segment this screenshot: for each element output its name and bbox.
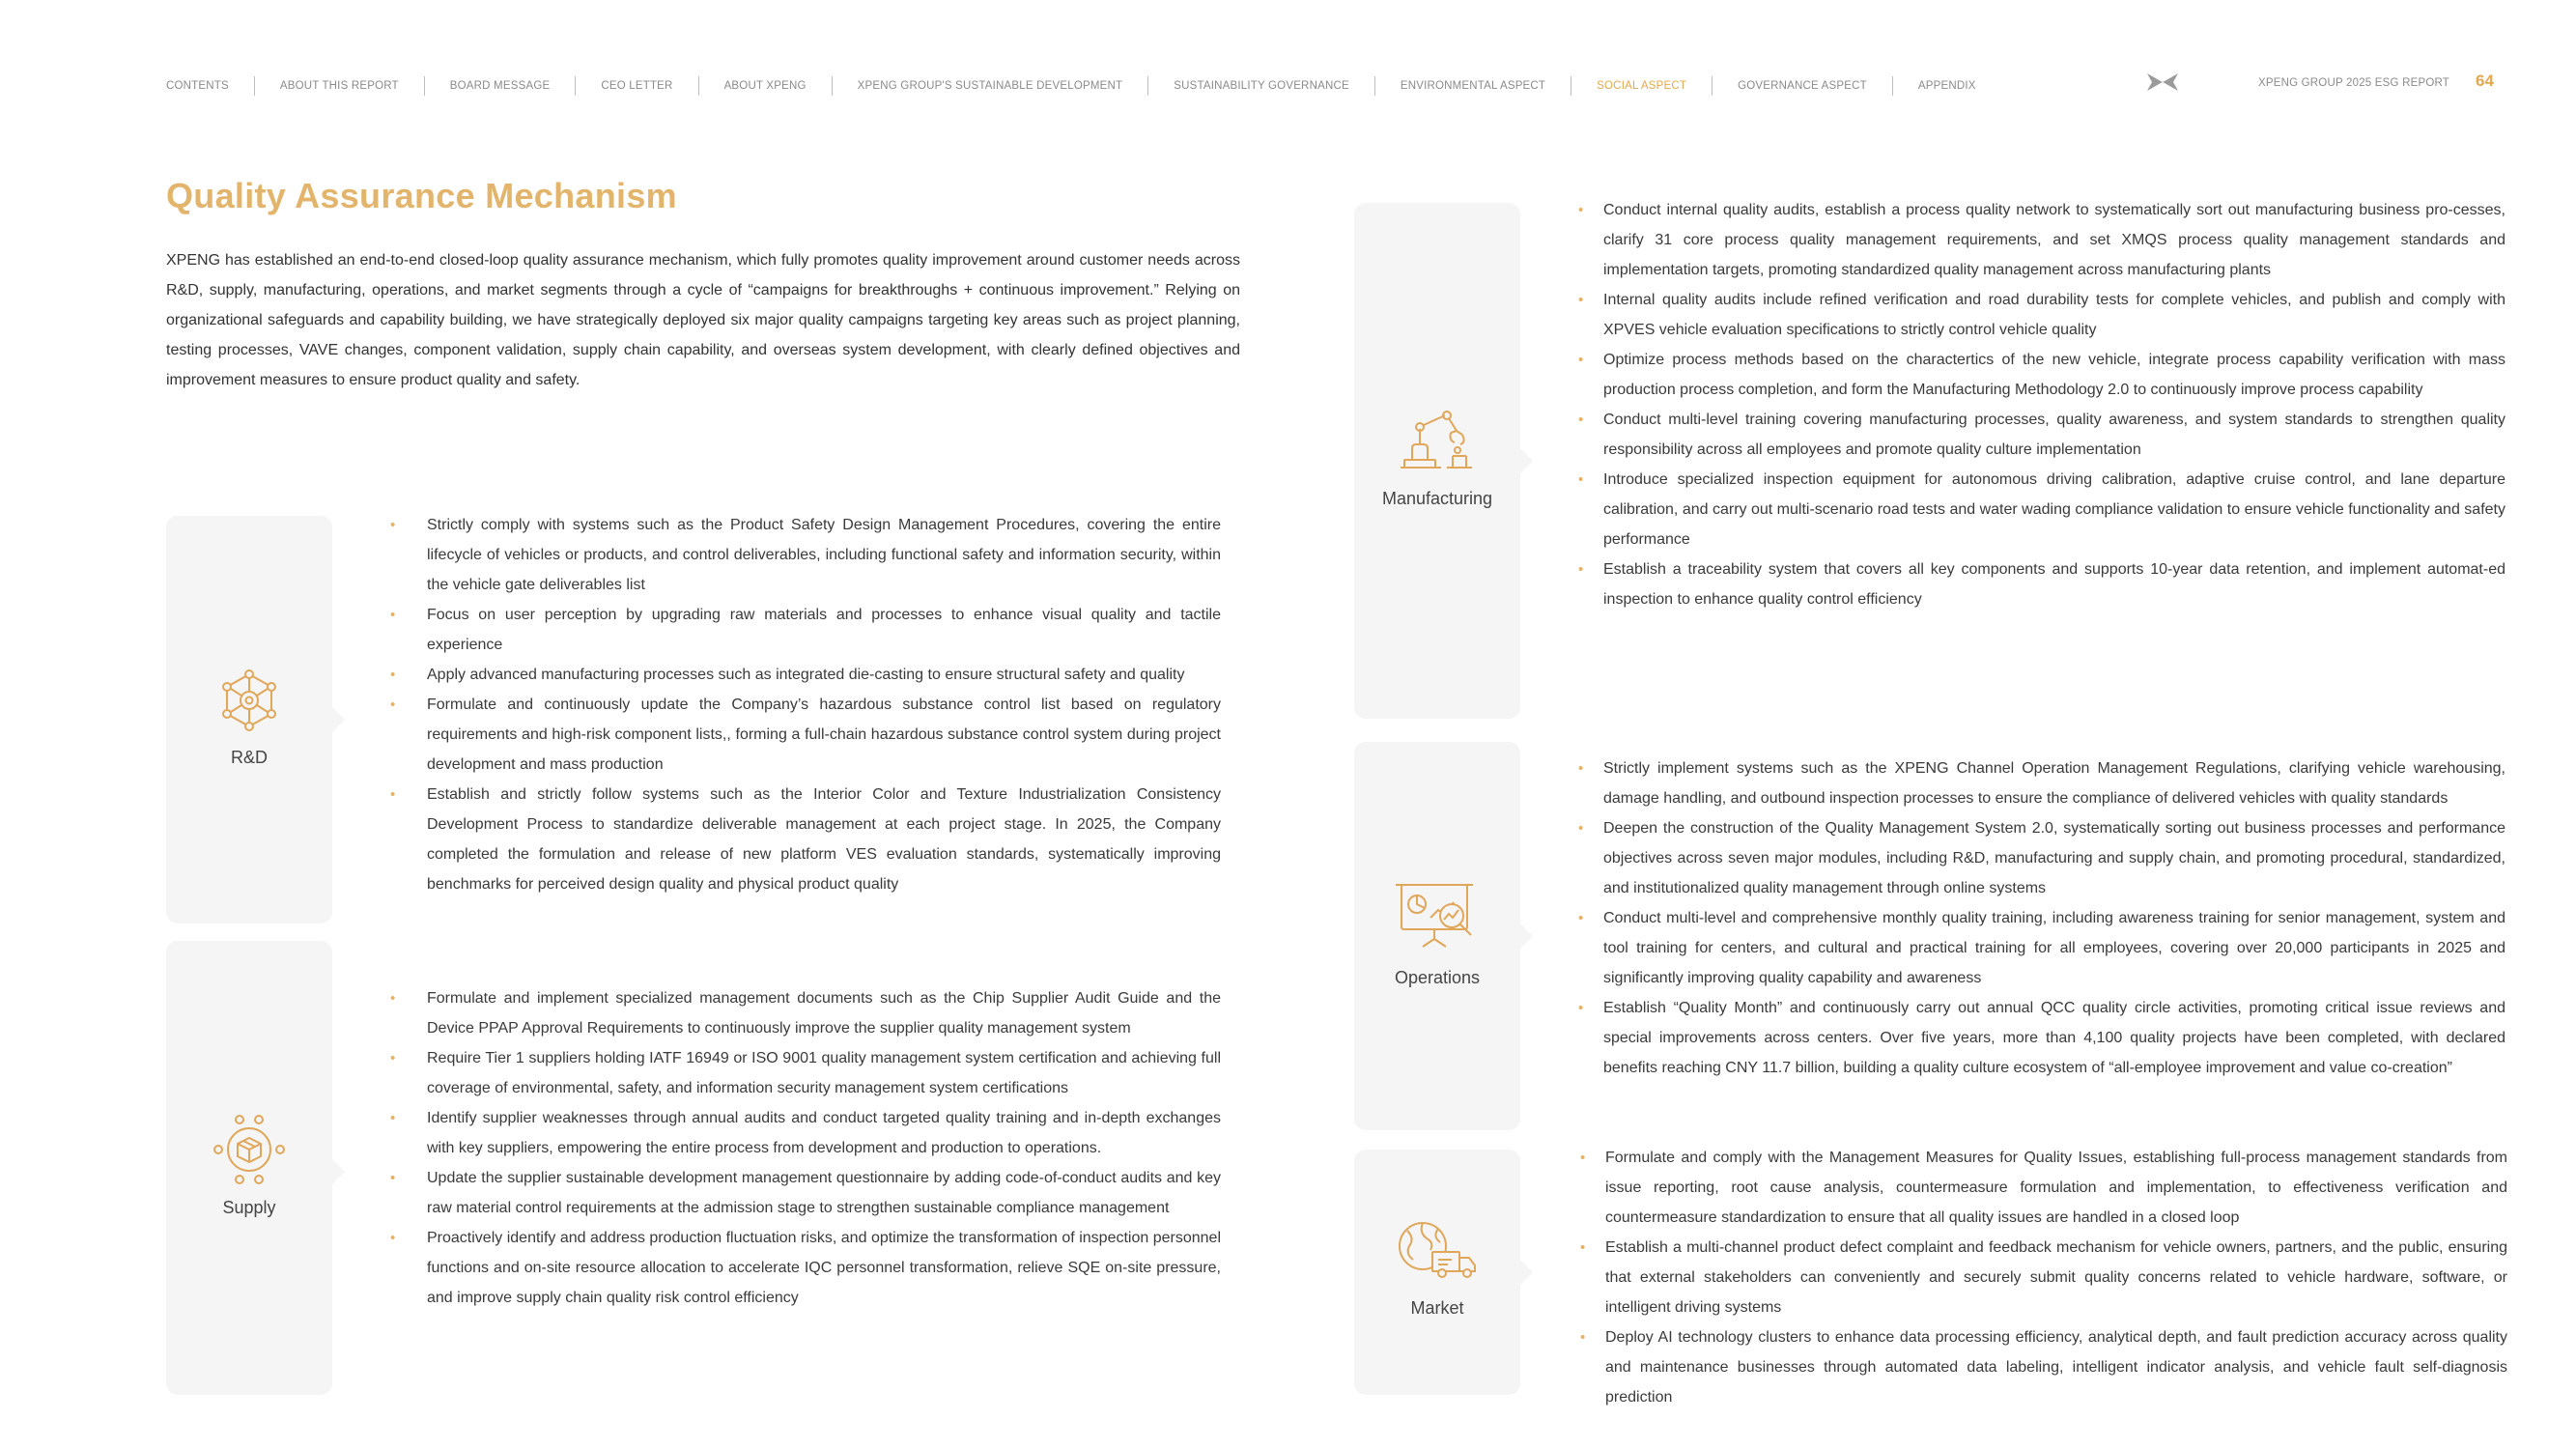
intro-paragraph: XPENG has established an end-to-end closed-loop quality assurance mechanism, which fully promotes quality improvement around customer needs across R&D, supply, manufacturing, operations, and market segments through a cycle of “campaigns for breakthroughs + continuous improvement.” Relying on organizational safeguards and capability building, we have strategically deployed six major quality campaigns targeting key areas such as project planning, testing processes, VAVE changes, component validation, supply chain capability, and overseas system development, with clearly defined objectives and improvement measures to ensure product quality and safety. (166, 252, 1240, 388)
supply-network-icon (211, 1111, 288, 1188)
nav-item-social-aspect[interactable]: SOCIAL ASPECT (1571, 76, 1712, 96)
list-item: • Establish and strictly follow systems such as the Interior Color and Texture Industrialization Consistency Development Process to standardize deliverable management at each project stage. In 2025, the Company completed the formulation and release of new platform VES evaluation standards, systematically improving benchmarks for perceived design quality and physical product quality (390, 780, 1221, 899)
list-item: • Formulate and implement specialized management documents such as the Chip Supplier Audit Guide and the Device PPAP Approval Requirements to continuously improve the supplier quality management system (390, 983, 1221, 1043)
nav-item-about-this-report[interactable]: ABOUT THIS REPORT (254, 76, 424, 96)
manufacturing-card (1354, 203, 1520, 719)
nav-item-about-xpeng[interactable]: ABOUT XPENG (698, 76, 832, 96)
list-item: • Introduce specialized inspection equipment for autonomous driving calibration, adaptive cruise control, and lane departure calibration, and carry out multi-scenario road tests and water wading compliance validation to ensure vehicle functionality and safety performance (1578, 465, 2505, 554)
list-item: • Establish a multi-channel product defect complaint and feedback mechanism for vehicle owners, partners, and the public, ensuring that external stakeholders can conveniently and securely submit quality concerns related to vehicle hardware, software, or intelligent driving systems (1580, 1233, 2507, 1322)
operations-bullet-list (1578, 753, 2505, 1083)
nav-item-ceo-letter[interactable]: CEO LETTER (575, 76, 697, 96)
nav-item-sustainable-development[interactable]: XPENG GROUP'S SUSTAINABLE DEVELOPMENT (832, 76, 1148, 96)
list-item: • Focus on user perception by upgrading raw materials and processes to enhance visual quality and tactile experience (390, 600, 1221, 660)
list-item: • Proactively identify and address production fluctuation risks, and optimize the transformation of inspection personnel functions and on-site resource allocation to accelerate IQC personnel transformation, relieve SQE on-site pressure, and improve supply chain quality risk control efficiency (390, 1223, 1221, 1313)
supply-label: Supply (222, 1198, 276, 1217)
network-gear-icon (215, 667, 283, 734)
global-delivery-truck-icon (1394, 1217, 1481, 1285)
list-item: • Formulate and comply with the Management Measures for Quality Issues, establishing full-process management standards from issue reporting, root cause analysis, countermeasure formulation and implementation, to effectiveness verification and countermeasure standardization to ensure that all quality issues are handled in a closed loop (1580, 1143, 2507, 1233)
nav-item-appendix[interactable]: APPENDIX (1892, 76, 2001, 96)
list-item: • Require Tier 1 suppliers holding IATF 16949 or ISO 9001 quality management system certification and achieving full coverage of environmental, safety, and information security management system certifications (390, 1043, 1221, 1103)
nav-item-board-message[interactable]: BOARD MESSAGE (424, 76, 576, 96)
top-nav (166, 75, 2001, 97)
list-item: • Establish “Quality Month” and continuously carry out annual QCC quality circle activities, promoting critical issue reviews and special improvements across centers. Over five years, more than 4,100 quality projects have been completed, with declared benefits reaching CNY 11.7 billion, building a quality culture ecosystem of “all-employee improvement and value co-creation” (1578, 993, 2505, 1083)
list-item: • Conduct multi-level and comprehensive monthly quality training, including awareness training for senior management, system and tool training for centers, and cultural and practical training for all employees, covering over 20,000 participants in 2025 and significantly improving quality capability and awareness (1578, 903, 2505, 993)
rd-card (166, 516, 332, 923)
market-bullet-list (1580, 1143, 2507, 1412)
rd-label: R&D (230, 748, 268, 767)
list-item: • Conduct internal quality audits, establish a process quality network to systematically sort out manufacturing business pro-cesses, clarify 31 core process quality management requirements, and set XMQS process quality management standards and implementation targets, promoting standardized quality management across manufacturing plants (1578, 195, 2505, 285)
market-label: Market (1410, 1298, 1464, 1318)
list-item: • Strictly implement systems such as the XPENG Channel Operation Management Regulations, clarifying vehicle warehousing, damage handling, and outbound inspection processes to ensure the compliance of delivered vehicles with quality standards (1578, 753, 2505, 813)
list-item: • Optimize process methods based on the charactertics of the new vehicle, integrate process capability verification with mass production process completion, and form the Manufacturing Methodology 2.0 to continuously improve process capability (1578, 345, 2505, 405)
list-item: • Deepen the construction of the Quality Management System 2.0, systematically sorting out business processes and performance objectives across seven major modules, including R&D, manufacturing and supply chain, and promoting procedural, standardized, and institutionalized quality management through online systems (1578, 813, 2505, 903)
market-card (1354, 1150, 1520, 1395)
manufacturing-label: Manufacturing (1381, 489, 1493, 508)
list-item: • Identify supplier weaknesses through annual audits and conduct targeted quality training and in-depth exchanges with key suppliers, empowering the entire process from development and production to operations. (390, 1103, 1221, 1163)
list-item: • Update the supplier sustainable development management questionnaire by adding code-of-conduct audits and key raw material control requirements at the admission stage to strengthen sustainable compliance management (390, 1163, 1221, 1223)
list-item: • Strictly comply with systems such as the Product Safety Design Management Procedures, covering the entire lifecycle of vehicles or products, and control deliverables, including functional safety and information security, within the vehicle gate deliverables list (390, 510, 1221, 600)
operations-card (1354, 742, 1520, 1130)
report-name: XPENG GROUP 2025 ESG REPORT (2258, 77, 2449, 89)
list-item: • Establish a traceability system that covers all key components and supports 10-year data retention, and implement automat-ed inspection to enhance quality control efficiency (1578, 554, 2505, 614)
operations-label: Operations (1394, 968, 1481, 987)
list-item: • Apply advanced manufacturing processes such as integrated die-casting to ensure structural safety and quality (390, 660, 1221, 690)
nav-item-governance-aspect[interactable]: GOVERNANCE ASPECT (1712, 76, 1892, 96)
list-item: • Formulate and continuously update the Company’s hazardous substance control list based on regulatory requirements and high-risk component lists,, forming a full-chain hazardous substance control system during project development and mass production (390, 690, 1221, 780)
supply-bullet-list (390, 983, 1221, 1313)
rd-bullet-list (390, 510, 1221, 899)
page-number: 64 (2476, 71, 2494, 90)
robot-arm-icon (1399, 406, 1476, 473)
list-item: • Internal quality audits include refined verification and road durability tests for complete vehicles, and publish and comply with XPVES vehicle evaluation specifications to strictly control vehicle quality (1578, 285, 2505, 345)
nav-item-sustainability-governance[interactable]: SUSTAINABILITY GOVERNANCE (1147, 76, 1374, 96)
presentation-analysis-icon (1394, 879, 1481, 951)
supply-card (166, 941, 332, 1395)
list-item: • Deploy AI technology clusters to enhance data processing efficiency, analytical depth, and fault prediction accuracy across quality and maintenance businesses through automated data labeling, intelligent indicator analysis, and vehicle fault self-diagnosis prediction (1580, 1322, 2507, 1412)
manufacturing-bullet-list (1578, 195, 2505, 614)
xpeng-logo-icon (2146, 71, 2179, 93)
nav-item-environmental-aspect[interactable]: ENVIRONMENTAL ASPECT (1374, 76, 1571, 96)
list-item: • Conduct multi-level training covering manufacturing processes, quality awareness, and system standards to strengthen quality responsibility across all employees and promote quality culture implementation (1578, 405, 2505, 465)
nav-item-contents[interactable]: CONTENTS (166, 80, 229, 92)
page-title: Quality Assurance Mechanism (166, 176, 677, 215)
